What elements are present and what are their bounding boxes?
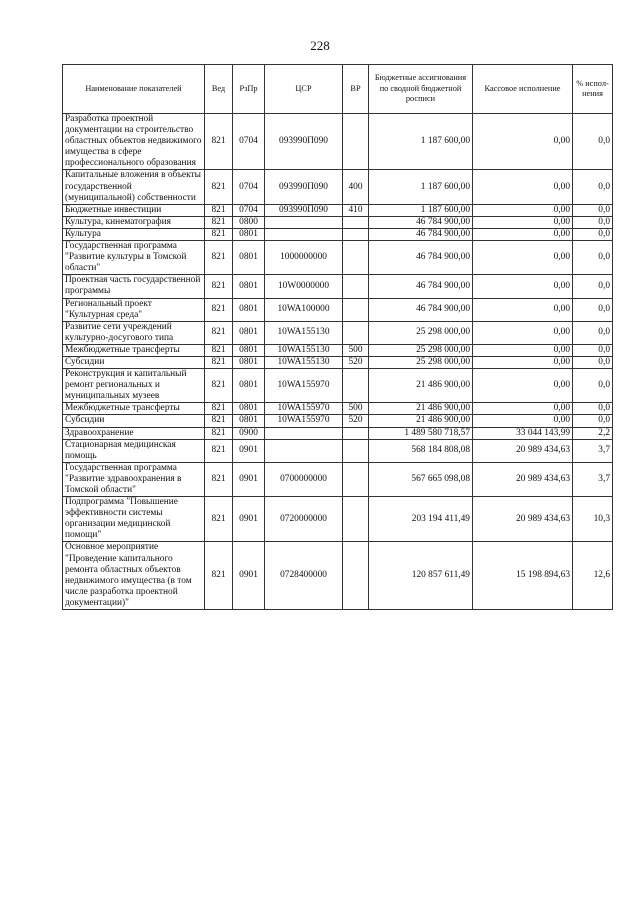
cell-target-article: 10W0000000 — [265, 275, 343, 298]
cell-budget: 46 784 900,00 — [369, 298, 473, 321]
budget-execution-table — [62, 64, 613, 610]
cell-department: 821 — [205, 228, 233, 240]
cell-department: 821 — [205, 462, 233, 496]
cell-percent: 0,0 — [573, 170, 613, 204]
cell-name: Здравоохранение — [63, 427, 205, 439]
cell-percent: 0,0 — [573, 356, 613, 368]
table-row — [63, 298, 613, 321]
cell-cash: 0,00 — [473, 415, 573, 427]
cell-name: Субсидии — [63, 415, 205, 427]
cell-department: 821 — [205, 439, 233, 462]
header-indicator-name: Наименование показателей — [63, 65, 205, 114]
cell-budget: 21 486 900,00 — [369, 415, 473, 427]
header-execution-percent: % испол-нения — [573, 65, 613, 114]
cell-percent: 0,0 — [573, 216, 613, 228]
cell-name: Стационарная медицинская помощь — [63, 439, 205, 462]
cell-budget: 568 184 808,08 — [369, 439, 473, 462]
cell-department: 821 — [205, 241, 233, 275]
cell-department: 821 — [205, 356, 233, 368]
cell-cash: 0,00 — [473, 356, 573, 368]
cell-target-article — [265, 216, 343, 228]
cell-section: 0901 — [233, 497, 265, 542]
cell-target-article: 10WA155130 — [265, 344, 343, 356]
cell-expense-type: 400 — [343, 170, 369, 204]
cell-name: Межбюджетные трансферты — [63, 403, 205, 415]
cell-percent: 3,7 — [573, 462, 613, 496]
cell-expense-type — [343, 542, 369, 610]
table-row — [63, 170, 613, 204]
cell-section: 0800 — [233, 216, 265, 228]
table-row — [63, 204, 613, 216]
cell-target-article — [265, 439, 343, 462]
cell-cash: 0,00 — [473, 403, 573, 415]
cell-budget: 46 784 900,00 — [369, 241, 473, 275]
table-row — [63, 114, 613, 170]
cell-expense-type: 500 — [343, 344, 369, 356]
cell-percent: 0,0 — [573, 114, 613, 170]
cell-percent: 0,0 — [573, 415, 613, 427]
cell-target-article: 0728400000 — [265, 542, 343, 610]
cell-cash: 0,00 — [473, 241, 573, 275]
cell-percent: 0,0 — [573, 369, 613, 403]
table-row — [63, 228, 613, 240]
cell-budget: 1 187 600,00 — [369, 114, 473, 170]
cell-section: 0801 — [233, 356, 265, 368]
cell-department: 821 — [205, 298, 233, 321]
table-row — [63, 542, 613, 610]
cell-section: 0801 — [233, 344, 265, 356]
cell-budget: 120 857 611,49 — [369, 542, 473, 610]
cell-department: 821 — [205, 403, 233, 415]
cell-percent: 0,0 — [573, 321, 613, 344]
cell-percent: 0,0 — [573, 298, 613, 321]
cell-expense-type — [343, 275, 369, 298]
cell-name: Культура — [63, 228, 205, 240]
cell-section: 0704 — [233, 114, 265, 170]
cell-cash: 0,00 — [473, 369, 573, 403]
cell-cash: 0,00 — [473, 204, 573, 216]
cell-expense-type — [343, 427, 369, 439]
cell-target-article: 10WA155970 — [265, 369, 343, 403]
cell-expense-type — [343, 369, 369, 403]
table-body — [63, 114, 613, 610]
table-row — [63, 415, 613, 427]
cell-section: 0901 — [233, 462, 265, 496]
cell-name: Субсидии — [63, 356, 205, 368]
table-row — [63, 403, 613, 415]
cell-target-article: 10WA155130 — [265, 356, 343, 368]
cell-percent: 0,0 — [573, 275, 613, 298]
header-expense-type: ВР — [343, 65, 369, 114]
cell-name: Реконструкция и капитальный ремонт региональных и муниципальных музеев — [63, 369, 205, 403]
cell-target-article: 1000000000 — [265, 241, 343, 275]
cell-department: 821 — [205, 170, 233, 204]
cell-cash: 0,00 — [473, 170, 573, 204]
table-header-row — [63, 65, 613, 114]
cell-percent: 3,7 — [573, 439, 613, 462]
table-row — [63, 497, 613, 542]
cell-name: Государственная программа "Развитие здравоохранения в Томской области" — [63, 462, 205, 496]
cell-name: Проектная часть государственной программы — [63, 275, 205, 298]
cell-department: 821 — [205, 415, 233, 427]
table-row — [63, 241, 613, 275]
header-department: Вед — [205, 65, 233, 114]
cell-expense-type: 520 — [343, 415, 369, 427]
cell-budget: 46 784 900,00 — [369, 216, 473, 228]
cell-expense-type — [343, 114, 369, 170]
cell-name: Культура, кинематография — [63, 216, 205, 228]
cell-section: 0801 — [233, 298, 265, 321]
cell-section: 0704 — [233, 204, 265, 216]
cell-section: 0801 — [233, 275, 265, 298]
table-row — [63, 369, 613, 403]
cell-department: 821 — [205, 427, 233, 439]
cell-percent: 2,2 — [573, 427, 613, 439]
cell-cash: 20 989 434,63 — [473, 439, 573, 462]
cell-expense-type — [343, 298, 369, 321]
cell-cash: 0,00 — [473, 114, 573, 170]
cell-expense-type — [343, 241, 369, 275]
cell-name: Бюджетные инвестиции — [63, 204, 205, 216]
cell-cash: 33 044 143,99 — [473, 427, 573, 439]
cell-budget: 21 486 900,00 — [369, 403, 473, 415]
cell-cash: 0,00 — [473, 216, 573, 228]
cell-target-article: 0700000000 — [265, 462, 343, 496]
cell-target-article: 10WA100000 — [265, 298, 343, 321]
cell-percent: 0,0 — [573, 344, 613, 356]
cell-expense-type: 410 — [343, 204, 369, 216]
cell-budget: 1 489 580 718,57 — [369, 427, 473, 439]
cell-target-article: 10WA155970 — [265, 403, 343, 415]
cell-cash: 0,00 — [473, 275, 573, 298]
cell-section: 0801 — [233, 403, 265, 415]
cell-percent: 12,6 — [573, 542, 613, 610]
cell-section: 0901 — [233, 439, 265, 462]
table-row — [63, 321, 613, 344]
cell-budget: 46 784 900,00 — [369, 275, 473, 298]
cell-budget: 1 187 600,00 — [369, 204, 473, 216]
cell-section: 0801 — [233, 369, 265, 403]
cell-target-article: 10WA155130 — [265, 321, 343, 344]
cell-section: 0801 — [233, 415, 265, 427]
cell-department: 821 — [205, 275, 233, 298]
table-row — [63, 439, 613, 462]
cell-department: 821 — [205, 542, 233, 610]
cell-percent: 0,0 — [573, 204, 613, 216]
cell-section: 0801 — [233, 321, 265, 344]
header-section: РзПр — [233, 65, 265, 114]
cell-cash: 0,00 — [473, 228, 573, 240]
cell-section: 0704 — [233, 170, 265, 204]
page-number: 228 — [310, 38, 330, 53]
cell-expense-type: 520 — [343, 356, 369, 368]
cell-target-article: 093990П090 — [265, 204, 343, 216]
cell-name: Развитие сети учреждений культурно-досугового типа — [63, 321, 205, 344]
cell-budget: 25 298 000,00 — [369, 321, 473, 344]
cell-budget: 25 298 000,00 — [369, 344, 473, 356]
cell-expense-type — [343, 497, 369, 542]
cell-expense-type — [343, 321, 369, 344]
cell-cash: 20 989 434,63 — [473, 497, 573, 542]
cell-section: 0801 — [233, 228, 265, 240]
cell-section: 0801 — [233, 241, 265, 275]
table-row — [63, 356, 613, 368]
cell-section: 0900 — [233, 427, 265, 439]
cell-department: 821 — [205, 321, 233, 344]
cell-budget: 203 194 411,49 — [369, 497, 473, 542]
table-row — [63, 344, 613, 356]
cell-budget: 46 784 900,00 — [369, 228, 473, 240]
cell-name: Межбюджетные трансферты — [63, 344, 205, 356]
cell-name: Разработка проектной документации на строительство областных объектов недвижимого имущества в сфере профессионального образования — [63, 114, 205, 170]
cell-budget: 1 187 600,00 — [369, 170, 473, 204]
cell-section: 0901 — [233, 542, 265, 610]
table-row — [63, 216, 613, 228]
cell-name: Основное мероприятие "Проведение капитального ремонта областных объектов недвижимого имущества (в том числе разработка проектной документации)" — [63, 542, 205, 610]
cell-budget: 21 486 900,00 — [369, 369, 473, 403]
cell-percent: 0,0 — [573, 403, 613, 415]
table-row — [63, 427, 613, 439]
cell-target-article — [265, 228, 343, 240]
cell-percent: 10,3 — [573, 497, 613, 542]
cell-department: 821 — [205, 497, 233, 542]
cell-target-article — [265, 427, 343, 439]
cell-name: Капитальные вложения в объекты государственной (муниципальной) собственности — [63, 170, 205, 204]
cell-department: 821 — [205, 344, 233, 356]
cell-department: 821 — [205, 369, 233, 403]
cell-percent: 0,0 — [573, 228, 613, 240]
cell-name: Государственная программа "Развитие культуры в Томской области" — [63, 241, 205, 275]
cell-expense-type — [343, 216, 369, 228]
cell-expense-type: 500 — [343, 403, 369, 415]
cell-department: 821 — [205, 204, 233, 216]
cell-expense-type — [343, 439, 369, 462]
cell-department: 821 — [205, 216, 233, 228]
cell-cash: 15 198 894,63 — [473, 542, 573, 610]
cell-expense-type — [343, 228, 369, 240]
cell-expense-type — [343, 462, 369, 496]
cell-name: Региональный проект "Культурная среда" — [63, 298, 205, 321]
cell-cash: 0,00 — [473, 344, 573, 356]
header-cash-execution: Кассовое исполнение — [473, 65, 573, 114]
cell-target-article: 0720000000 — [265, 497, 343, 542]
cell-cash: 0,00 — [473, 321, 573, 344]
cell-target-article: 093990П090 — [265, 170, 343, 204]
cell-percent: 0,0 — [573, 241, 613, 275]
header-budget-allocations: Бюджетные ассигнования по сводной бюджетной росписи — [369, 65, 473, 114]
cell-budget: 25 298 000,00 — [369, 356, 473, 368]
cell-target-article: 093990П090 — [265, 114, 343, 170]
cell-budget: 567 665 098,08 — [369, 462, 473, 496]
cell-cash: 0,00 — [473, 298, 573, 321]
header-target-article: ЦСР — [265, 65, 343, 114]
table-row — [63, 275, 613, 298]
cell-name: Подпрограмма "Повышение эффективности системы организации медицинской помощи" — [63, 497, 205, 542]
cell-department: 821 — [205, 114, 233, 170]
cell-target-article: 10WA155970 — [265, 415, 343, 427]
cell-cash: 20 989 434,63 — [473, 462, 573, 496]
table-row — [63, 462, 613, 496]
